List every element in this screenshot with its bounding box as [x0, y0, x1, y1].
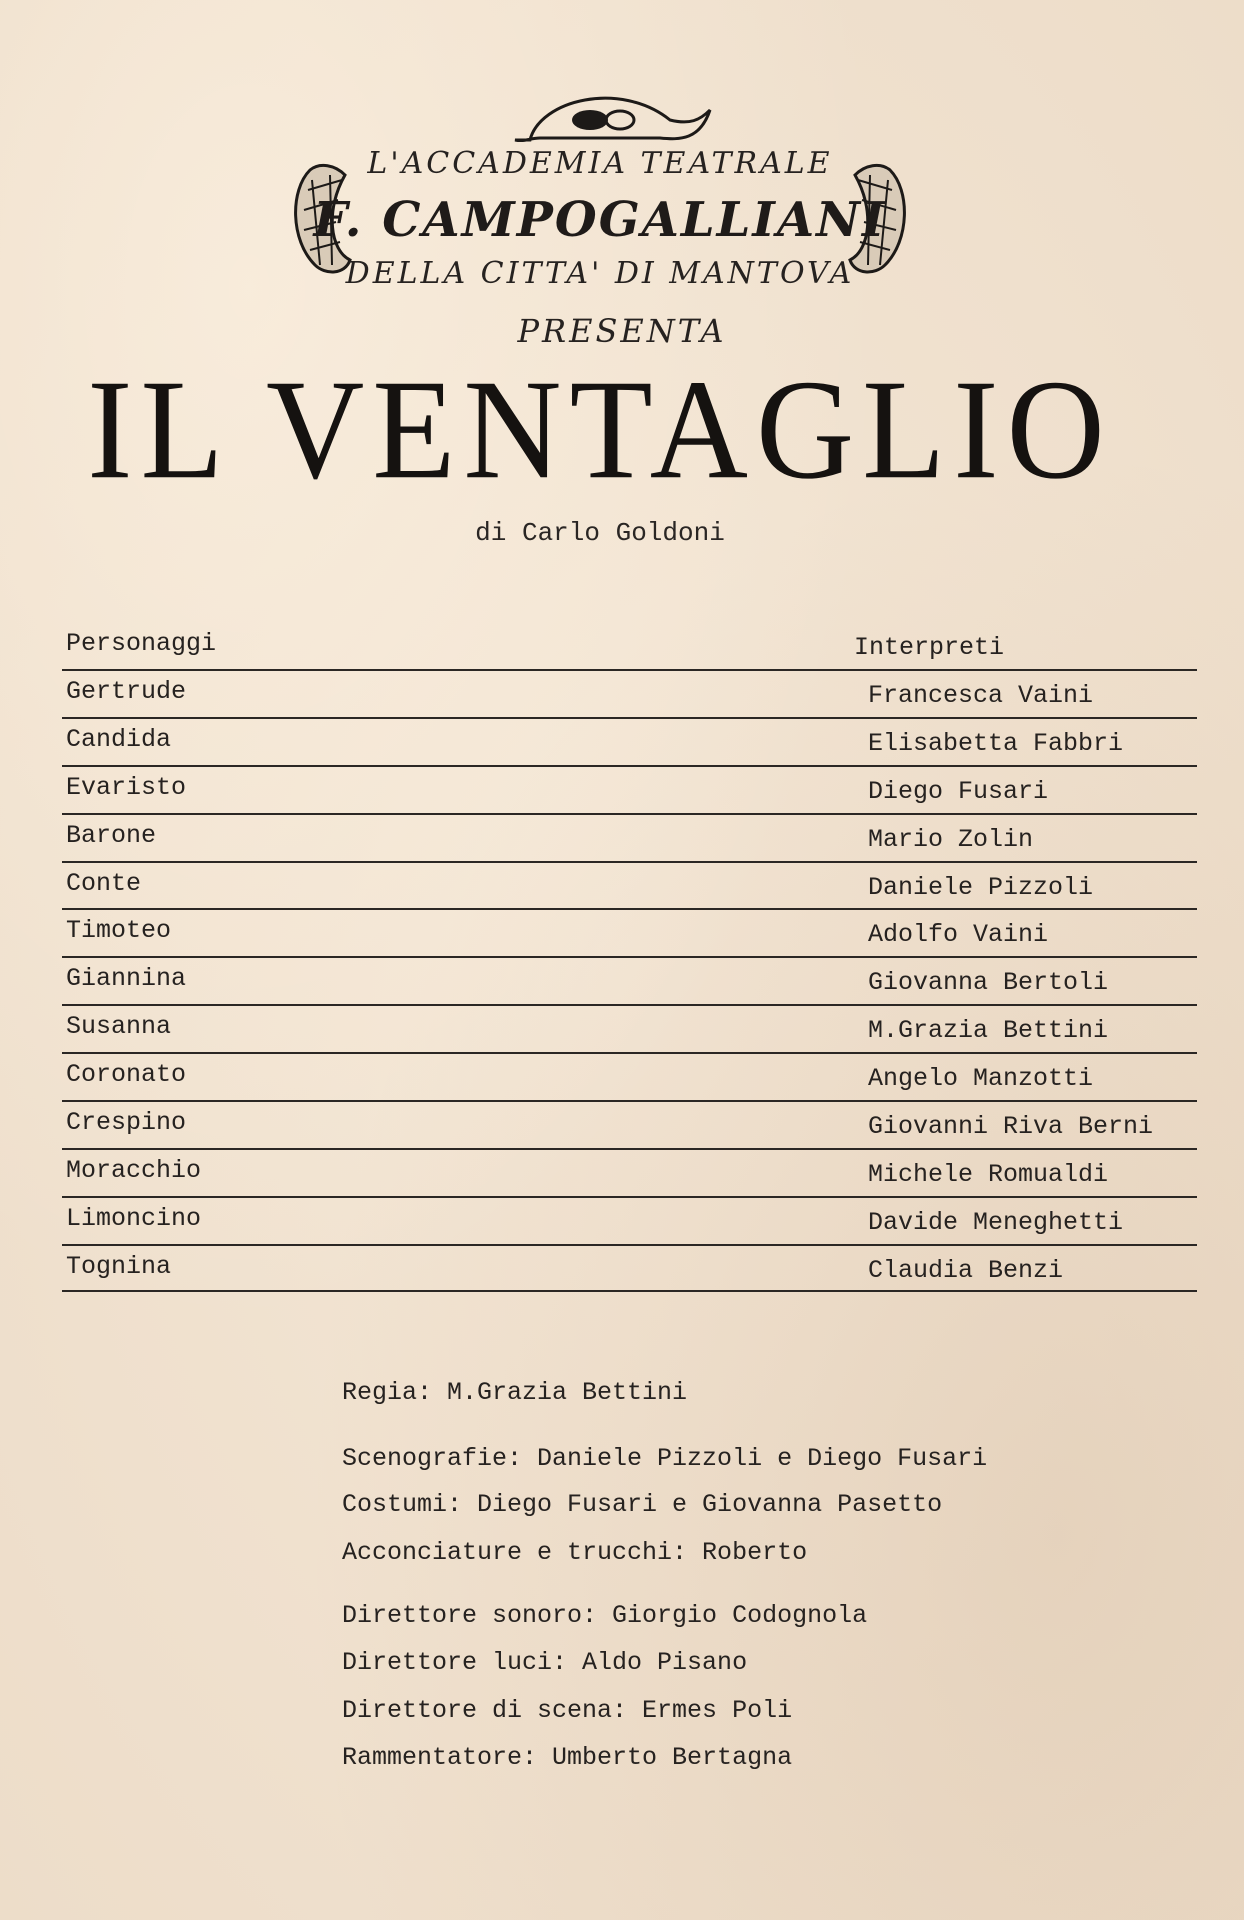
- table-row: [62, 765, 1197, 813]
- character-name: Timoteo: [66, 916, 172, 946]
- table-row: [62, 1196, 1197, 1244]
- character-name: Barone: [66, 820, 157, 850]
- character-name: Candida: [66, 724, 172, 754]
- actor-name: Adolfo Vaini: [868, 920, 1049, 950]
- actor-name: Elisabetta Fabbri: [868, 728, 1124, 758]
- credit-line: Direttore luci: Aldo Pisano: [342, 1648, 748, 1677]
- actor-name: M.Grazia Bettini: [868, 1016, 1109, 1046]
- actor-name: Mario Zolin: [868, 824, 1034, 854]
- table-row: [62, 1148, 1197, 1196]
- table-row: [62, 908, 1197, 956]
- actor-name: Claudia Benzi: [868, 1255, 1064, 1285]
- credit-line: Direttore sonoro: Giorgio Codognola: [342, 1601, 868, 1630]
- play-title: IL VENTAGLIO: [87, 351, 1113, 509]
- actor-name: Davide Meneghetti: [868, 1207, 1124, 1237]
- character-name: Tognina: [66, 1251, 172, 1281]
- character-name: Susanna: [66, 1012, 172, 1042]
- character-name: Limoncino: [66, 1203, 202, 1233]
- table-row: [62, 669, 1197, 717]
- table-row: [62, 1244, 1197, 1292]
- characters-heading: Personaggi: [66, 629, 217, 658]
- actor-name: Francesca Vaini: [868, 681, 1094, 710]
- credit-line: Costumi: Diego Fusari e Giovanna Pasetto: [342, 1490, 943, 1519]
- character-name: Gertrude: [66, 677, 187, 706]
- credit-line: Acconciature e trucchi: Roberto: [342, 1538, 808, 1567]
- character-name: Conte: [66, 868, 142, 898]
- academy-name-line1: L'ACCADEMIA TEATRALE: [367, 146, 833, 181]
- actor-name: Daniele Pizzoli: [868, 872, 1094, 902]
- actor-name: Giovanna Bertoli: [868, 968, 1109, 998]
- table-row: [62, 861, 1197, 909]
- character-name: Evaristo: [66, 772, 187, 802]
- table-row: [62, 813, 1197, 861]
- performers-heading: Interpreti: [854, 633, 1005, 662]
- cast-rows: [62, 669, 1197, 1292]
- character-name: Giannina: [66, 964, 187, 994]
- table-row: [62, 1004, 1197, 1052]
- table-row: [62, 1052, 1197, 1100]
- academy-name-line3: DELLA CITTA' DI MANTOVA: [345, 256, 855, 291]
- credit-line: Rammentatore: Umberto Bertagna: [342, 1743, 793, 1772]
- table-row: [62, 956, 1197, 1004]
- academy-logo: [290, 80, 910, 300]
- play-author: di Carlo Goldoni: [475, 518, 725, 548]
- cast-table-header: [62, 625, 1197, 671]
- credit-line: Regia: M.Grazia Bettini: [342, 1378, 688, 1407]
- credit-line: Scenografie: Daniele Pizzoli e Diego Fusari: [342, 1444, 988, 1473]
- table-row: [62, 1100, 1197, 1148]
- character-name: Moracchio: [66, 1155, 202, 1185]
- actor-name: Diego Fusari: [868, 776, 1049, 806]
- actor-name: Michele Romualdi: [868, 1159, 1109, 1189]
- credit-line: Direttore di scena: Ermes Poli: [342, 1696, 793, 1725]
- actor-name: Angelo Manzotti: [868, 1064, 1094, 1094]
- academy-name-line2: F. CAMPOGALLIANI: [313, 192, 887, 248]
- actor-name: Giovanni Riva Berni: [868, 1112, 1154, 1142]
- character-name: Coronato: [66, 1060, 187, 1090]
- presenta-label: PRESENTA: [517, 312, 727, 350]
- character-name: Crespino: [66, 1108, 187, 1138]
- table-row: [62, 717, 1197, 765]
